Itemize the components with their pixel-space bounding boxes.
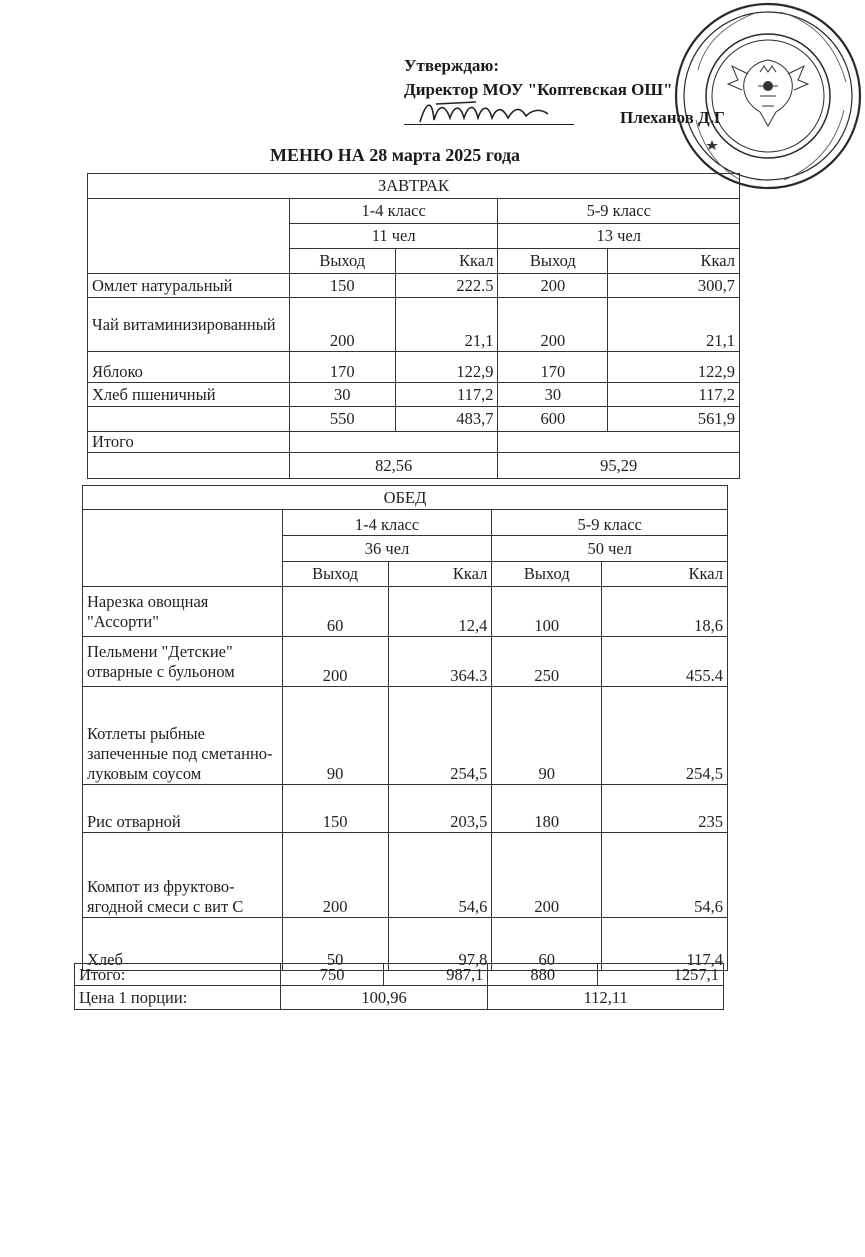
kcal-value: 54,6 [602,833,728,918]
portion-value: 250 [492,637,602,687]
portion-value: 170 [498,352,608,383]
kcal-value: 254,5 [388,687,492,785]
portion-value: 200 [289,298,395,352]
kcal-value: 122,9 [395,352,498,383]
portion-value: 180 [492,785,602,833]
kcal-value: 117,4 [602,918,728,971]
group-header: 1-4 класс [282,510,492,536]
sum-value: 600 [498,407,608,432]
empty-cell [88,453,290,479]
kcal-value: 54,6 [388,833,492,918]
column-header: Выход [492,562,602,587]
price-value: 82,56 [289,453,498,479]
sum-value: 483,7 [395,407,498,432]
portion-value: 200 [498,298,608,352]
table-row [88,298,740,352]
dish-name: Рис отварной [83,785,283,833]
kcal-value: 117,2 [608,383,740,407]
portion-value: 150 [282,785,388,833]
total-label: Итого [88,432,290,453]
price-label: Цена 1 порции: [75,986,281,1010]
lunch-totals-table [74,963,724,1010]
kcal-value: 18,6 [602,587,728,637]
price-value: 100,96 [280,986,488,1010]
dish-name: Компот из фруктово-ягодной смеси с вит С [83,833,283,918]
kcal-value: 364.3 [388,637,492,687]
empty-cell [88,199,290,274]
kcal-value: 300,7 [608,274,740,298]
total-value: 750 [280,964,384,986]
dish-name: Омлет натуральный [88,274,290,298]
column-header: Выход [282,562,388,587]
kcal-value: 21,1 [395,298,498,352]
dish-name: Котлеты рыбные запеченные под сметанно-луковым соусом [83,687,283,785]
price-value: 95,29 [498,453,740,479]
column-header: Ккал [388,562,492,587]
empty-cell [498,432,740,453]
table-row [88,352,740,383]
table-row [83,833,728,918]
column-header: Ккал [608,249,740,274]
portion-value: 60 [492,918,602,971]
kcal-value: 235 [602,785,728,833]
kcal-value: 455.4 [602,637,728,687]
breakfast-table [87,173,740,479]
dish-name: Пельмени "Детские" отварные с бульоном [83,637,283,687]
kcal-value: 122,9 [608,352,740,383]
group-header: 1-4 класс [289,199,498,224]
kcal-value: 97,8 [388,918,492,971]
empty-cell [289,432,498,453]
total-value: 880 [488,964,598,986]
portion-value: 50 [282,918,388,971]
lunch-section-header: ОБЕД [83,486,728,510]
director-signature [416,92,566,132]
table-row [83,587,728,637]
total-value: 1257,1 [598,964,724,986]
signature-line [404,124,574,125]
breakfast-section-header: ЗАВТРАК [88,174,740,199]
approver-name: Плеханов Д.Г [620,108,725,127]
menu-title: МЕНЮ НА 28 марта 2025 года [270,145,521,165]
portion-value: 150 [289,274,395,298]
total-row [75,964,724,986]
table-row [83,785,728,833]
portion-value: 60 [282,587,388,637]
sum-row [88,407,740,432]
table-row [83,687,728,785]
dish-name: Хлеб пшеничный [88,383,290,407]
empty-cell [83,510,283,587]
group-header: 5-9 класс [492,510,728,536]
portion-value: 200 [282,637,388,687]
price-value: 112,11 [488,986,724,1010]
portion-value: 30 [289,383,395,407]
table-row [88,383,740,407]
kcal-value: 203,5 [388,785,492,833]
school-seal-stamp [668,0,863,195]
column-header: Ккал [602,562,728,587]
table-row [88,274,740,298]
kcal-value: 12,4 [388,587,492,637]
portion-value: 100 [492,587,602,637]
approval-heading: Утверждаю: [404,56,500,75]
column-header: Ккал [395,249,498,274]
portion-value: 30 [498,383,608,407]
people-count: 36 чел [282,536,492,562]
column-header: Выход [289,249,395,274]
table-row [83,637,728,687]
kcal-value: 21,1 [608,298,740,352]
sum-value: 561,9 [608,407,740,432]
portion-value: 200 [498,274,608,298]
dish-name: Чай витаминизированный [88,298,290,352]
people-count: 11 чел [289,224,498,249]
portion-value: 90 [282,687,388,785]
kcal-value: 222.5 [395,274,498,298]
people-count: 50 чел [492,536,728,562]
total-label: Итого: [75,964,281,986]
portion-value: 90 [492,687,602,785]
people-count: 13 чел [498,224,740,249]
dish-name: Нарезка овощная "Ассорти" [83,587,283,637]
column-header: Выход [498,249,608,274]
dish-name: Хлеб [83,918,283,971]
kcal-value: 254,5 [602,687,728,785]
portion-value: 200 [282,833,388,918]
lunch-table [82,485,728,971]
portion-value: 170 [289,352,395,383]
director-title: Директор МОУ "Коптевская ОШ" [404,80,673,99]
total-value: 987,1 [384,964,488,986]
sum-value: 550 [289,407,395,432]
portion-value: 200 [492,833,602,918]
empty-cell [88,407,290,432]
group-header: 5-9 класс [498,199,740,224]
kcal-value: 117,2 [395,383,498,407]
price-row [75,986,724,1010]
dish-name: Яблоко [88,352,290,383]
